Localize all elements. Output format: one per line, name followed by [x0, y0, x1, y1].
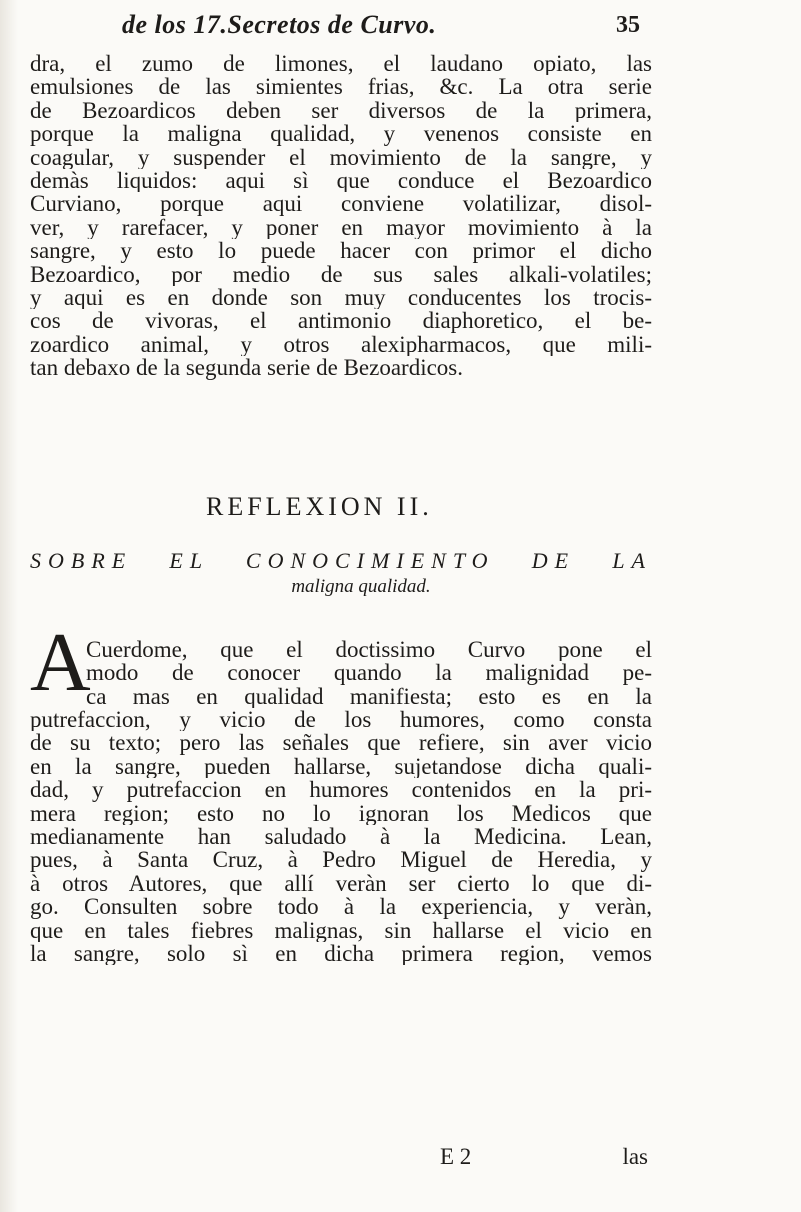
text-line: Cuerdome, que el doctissimo Curvo pone el — [86, 638, 652, 662]
text-line: ver, y rarefacer, y poner en mayor movimiento à la — [30, 215, 652, 240]
text-line: coagular, y suspender el movimiento de la sangre, y — [30, 145, 652, 170]
paragraph-1 — [30, 52, 652, 380]
page-header — [122, 10, 640, 50]
text-line: porque la maligna qualidad, y venenos consiste en — [30, 122, 652, 146]
text-line: ca mas en qualidad manifiesta; esto es en la — [86, 684, 652, 709]
text-line: la sangre, solo sì en dicha primera region, vemos — [30, 942, 652, 966]
running-head: de los 17.Secretos de Curvo. — [122, 10, 437, 39]
text-line: cos de vivoras, el antimonio diaphoretico, el be- — [30, 309, 652, 333]
text-line: de su texto; pero las señales que refiere, sin aver vicio — [30, 731, 652, 755]
catchword: las — [622, 1144, 648, 1169]
text-line: putrefaccion, y vicio de los humores, como consta — [30, 708, 652, 732]
gutter-shadow — [0, 0, 18, 1212]
text-line: de Bezoardicos deben ser diversos de la primera, — [30, 98, 652, 123]
section-heading — [30, 492, 652, 522]
text-line: dad, y putrefaccion en humores contenidos en la pri- — [30, 778, 652, 802]
text-line: medianamente han saludado à la Medicina. Lean, — [30, 825, 652, 849]
drop-cap: A — [30, 616, 91, 709]
paragraph-2-indented — [86, 638, 652, 708]
paragraph-2 — [30, 708, 652, 965]
text-line: à otros Autores, que allí veràn ser cierto lo que di- — [30, 871, 652, 896]
text-line: modo de conocer quando la malignidad pe- — [86, 661, 652, 685]
text-line: demàs liquidos: aqui sì que conduce el Bezoardico — [30, 169, 652, 193]
text-line: tan debaxo de la segunda serie de Bezoardicos. — [30, 356, 463, 380]
subject-line-1: SOBRE EL CONOCIMIENTO DE LA — [30, 548, 652, 573]
text-line: zoardico animal, y otros alexipharmacos, que mili- — [30, 332, 652, 357]
text-line: Curviano, porque aqui conviene volatilizar, disol- — [30, 192, 652, 216]
text-line: mera region; esto no lo ignoran los Medicos que — [30, 801, 652, 826]
text-line: go. Consulten sobre todo à la experiencia, y veràn, — [30, 895, 652, 919]
signature-mark: E 2 — [440, 1144, 472, 1169]
text-line: y aqui es en donde son muy conducentes los trocis- — [30, 286, 652, 310]
subject-line-2: maligna qualidad. — [291, 576, 431, 597]
text-line: pues, à Santa Cruz, à Pedro Miguel de Heredia, y — [30, 848, 652, 872]
page-number: 35 — [616, 12, 640, 38]
text-line: emulsiones de las simientes frias, &c. La otra serie — [30, 75, 652, 99]
text-line: en la sangre, pueden hallarse, sujetandose dicha quali- — [30, 754, 652, 779]
text-line: sangre, y esto lo puede hacer con primor el dicho — [30, 239, 652, 263]
section-subject — [30, 548, 652, 608]
section-title: REFLEXION II. — [206, 492, 433, 521]
page-footer — [30, 1144, 652, 1172]
text-line: que en tales fiebres malignas, sin hallarse el vicio en — [30, 918, 652, 943]
text-line: Bezoardico, por medio de sus sales alkali-volatiles; — [30, 262, 652, 287]
text-line: dra, el zumo de limones, el laudano opiato, las — [30, 52, 652, 76]
